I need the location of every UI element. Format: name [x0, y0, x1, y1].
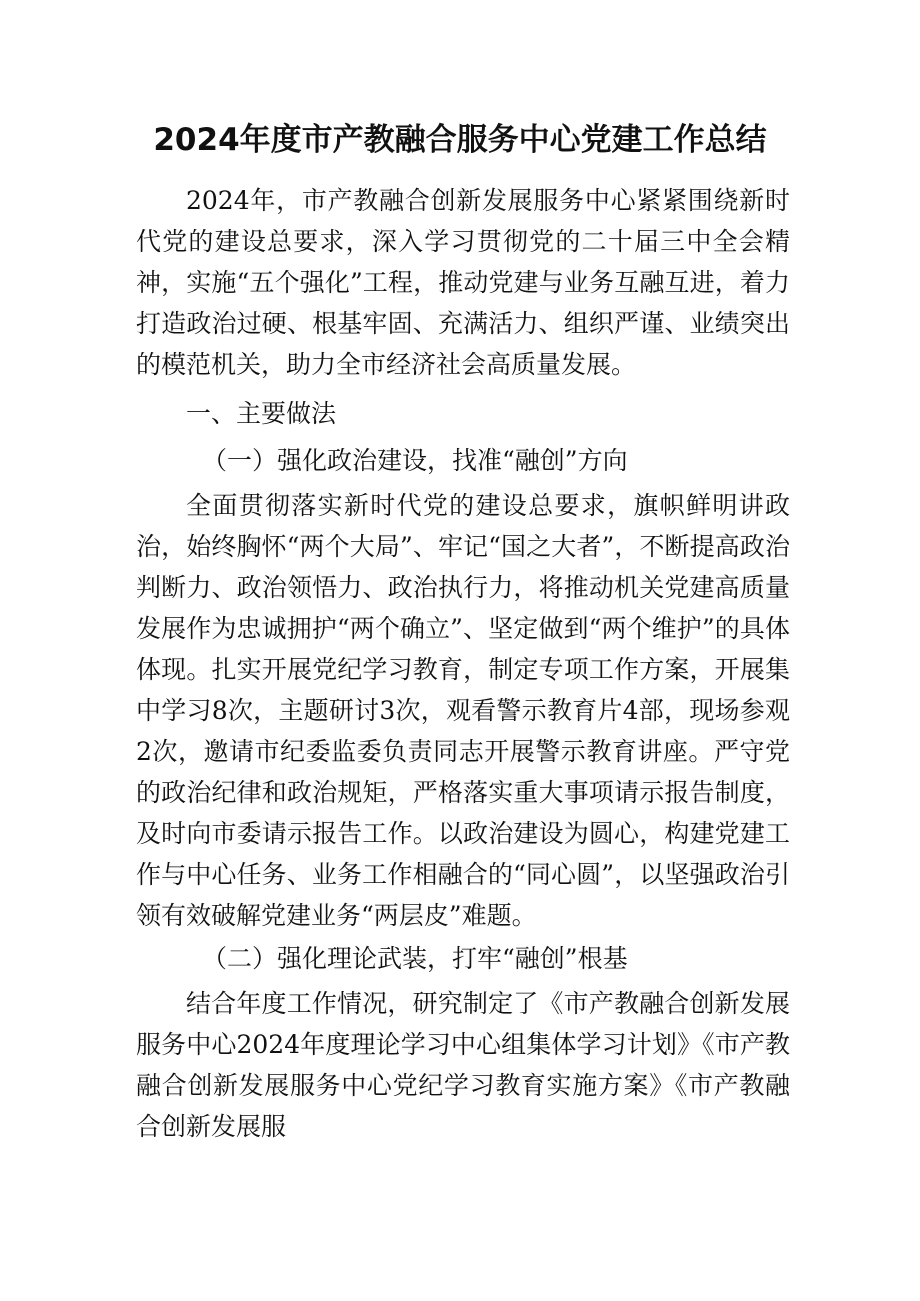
subsection-paragraph-political-construction: 全面贯彻落实新时代党的建设总要求，旗帜鲜明讲政治，始终胸怀“两个大局”、牢记“国之大者”，不断提高政治判断力、政治领悟力、政治执行力，将推动机关党建高质量发展作为忠诚拥护“两个确立”、坚定做到“两个维护”的具体体现。扎实开展党纪学习教育，制定专项工作方案，开展集中学习8次，主题研讨3次，观看警示教育片4部，现场参观2次，邀请市纪委监委负责同志开展警示教育讲座。严守党的政治纪律和政治规矩，严格落实重大事项请示报告制度，及时向市委请示报告工作。以政治建设为圆心，构建党建工作与中心任务、业务工作相融合的“同心圆”，以坚强政治引领有效破解党建业务“两层皮”难题。: [136, 491, 790, 930]
document-body: [136, 180, 790, 1147]
subsection-paragraph-theory-armament: 结合年度工作情况，研究制定了《市产教融合创新发展服务中心2024年度理论学习中心组集体学习计划》《市产教融合创新发展服务中心党纪学习教育实施方案》《市产教融合创新发展服: [136, 989, 790, 1141]
subsection-heading-theory-armament: （二）强化理论武装，打牢“融创”根基: [202, 944, 628, 973]
section-heading-main-practices: 一、主要做法: [186, 399, 337, 428]
intro-paragraph: 2024年，市产教融合创新发展服务中心紧紧围绕新时代党的建设总要求，深入学习贯彻党的二十届三中全会精神，实施“五个强化”工程，推动党建与业务互融互进，着力打造政治过硬、根基牢固、充满活力、组织严谨、业绩突出的模范机关，助力全市经济社会高质量发展。: [136, 186, 790, 379]
subsection-heading-political-construction: （一）强化政治建设，找准“融创”方向: [202, 446, 628, 475]
document-title: 2024年度市产教融合服务中心党建工作总结: [153, 122, 767, 158]
